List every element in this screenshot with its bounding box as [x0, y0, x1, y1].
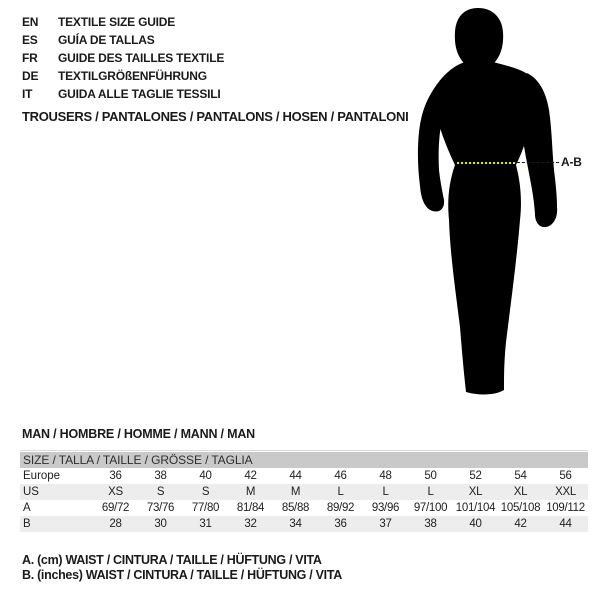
language-code: EN — [22, 15, 39, 29]
table-cell: 50 — [424, 470, 437, 482]
language-row-es — [22, 31, 224, 49]
man-silhouette-figure — [400, 2, 600, 402]
table-cell: L — [337, 486, 344, 498]
guide-title-fr: GUIDE DES TAILLES TEXTILE — [58, 51, 225, 65]
language-row-en — [22, 13, 224, 31]
table-cell: XXL — [555, 486, 576, 498]
guide-title-de: TEXTILGRÖßENFÜHRUNG — [58, 69, 207, 83]
table-row-b-inches — [20, 516, 588, 532]
table-cell: 85/88 — [281, 502, 310, 514]
table-cell: 32 — [244, 518, 257, 530]
measure-label-ab: A-B — [561, 155, 582, 169]
guide-title-es: GUÍA DE TALLAS — [58, 33, 155, 47]
table-cell: 40 — [469, 518, 482, 530]
table-cell: 42 — [244, 470, 257, 482]
language-row-de — [22, 67, 224, 85]
silhouette-head — [455, 8, 503, 69]
language-row-fr — [22, 49, 224, 67]
table-row-us — [20, 484, 588, 500]
table-cell: 42 — [514, 518, 527, 530]
table-cell: 54 — [514, 470, 527, 482]
table-cell: 28 — [109, 518, 122, 530]
waist-measure-line-black — [517, 162, 559, 163]
table-cell: 73/76 — [146, 502, 175, 514]
table-cell: XL — [468, 486, 483, 498]
table-cell: L — [427, 486, 434, 498]
table-cell: 105/108 — [500, 502, 541, 514]
table-cell: 31 — [199, 518, 212, 530]
table-cell: 30 — [154, 518, 167, 530]
table-cell: 38 — [424, 518, 437, 530]
table-cell: 93/96 — [371, 502, 400, 514]
table-cell: 46 — [334, 470, 347, 482]
table-cell: 34 — [289, 518, 302, 530]
table-cell: 77/80 — [191, 502, 220, 514]
size-table — [20, 450, 588, 532]
table-cell: 36 — [334, 518, 347, 530]
language-code: IT — [22, 87, 33, 101]
waist-measure-line-yellow — [457, 162, 515, 164]
silhouette-right-arm — [518, 73, 557, 227]
footnote-a-waist-cm: A. (cm) WAIST / CINTURA / TAILLE / HÜFTUNG / VITA — [22, 553, 322, 567]
row-label: Europe — [23, 470, 61, 482]
table-cell: 81/84 — [236, 502, 265, 514]
language-row-it — [22, 85, 224, 103]
table-cell: 89/92 — [326, 502, 355, 514]
guide-title-en: TEXTILE SIZE GUIDE — [58, 15, 176, 29]
guide-title-it: GUIDA ALLE TAGLIE TESSILI — [58, 87, 221, 101]
table-cell: 109/112 — [546, 502, 585, 514]
man-silhouette-svg — [400, 2, 600, 402]
table-cell: 44 — [289, 470, 302, 482]
table-cell: M — [245, 486, 256, 498]
table-cell: S — [156, 486, 165, 498]
table-cell: 69/72 — [101, 502, 130, 514]
table-cell: S — [201, 486, 210, 498]
table-row-europe — [20, 468, 588, 484]
table-row-a-cm — [20, 500, 588, 516]
language-code: DE — [22, 69, 39, 83]
silhouette-torso-legs — [432, 62, 532, 394]
footnote-b-waist-inches: B. (inches) WAIST / CINTURA / TAILLE / HÜFTUNG / VITA — [22, 568, 342, 582]
table-cell: 101/104 — [455, 502, 496, 514]
table-cell: M — [290, 486, 301, 498]
language-code: ES — [22, 33, 38, 47]
table-cell: L — [382, 486, 389, 498]
table-cell: XS — [108, 486, 123, 498]
table-cell: 44 — [559, 518, 572, 530]
table-cell: XL — [513, 486, 528, 498]
table-cell: 38 — [154, 470, 167, 482]
garment-heading: TROUSERS / PANTALONES / PANTALONS / HOSEN / PANTALONI — [22, 109, 409, 124]
table-cell: 56 — [559, 470, 572, 482]
table-cell: 97/100 — [413, 502, 448, 514]
row-label: B — [23, 518, 31, 530]
table-cell: 37 — [379, 518, 392, 530]
section-heading-man: MAN / HOMBRE / HOMME / MANN / MAN — [22, 427, 255, 441]
size-table-header: SIZE / TALLA / TAILLE / GRÖSSE / TAGLIA — [20, 452, 588, 468]
language-legend — [22, 13, 224, 103]
language-code: FR — [22, 51, 38, 65]
table-cell: 40 — [199, 470, 212, 482]
table-cell: 36 — [109, 470, 122, 482]
table-cell: 48 — [379, 470, 392, 482]
row-label: US — [23, 486, 39, 498]
table-cell: 52 — [469, 470, 482, 482]
row-label: A — [23, 502, 31, 514]
